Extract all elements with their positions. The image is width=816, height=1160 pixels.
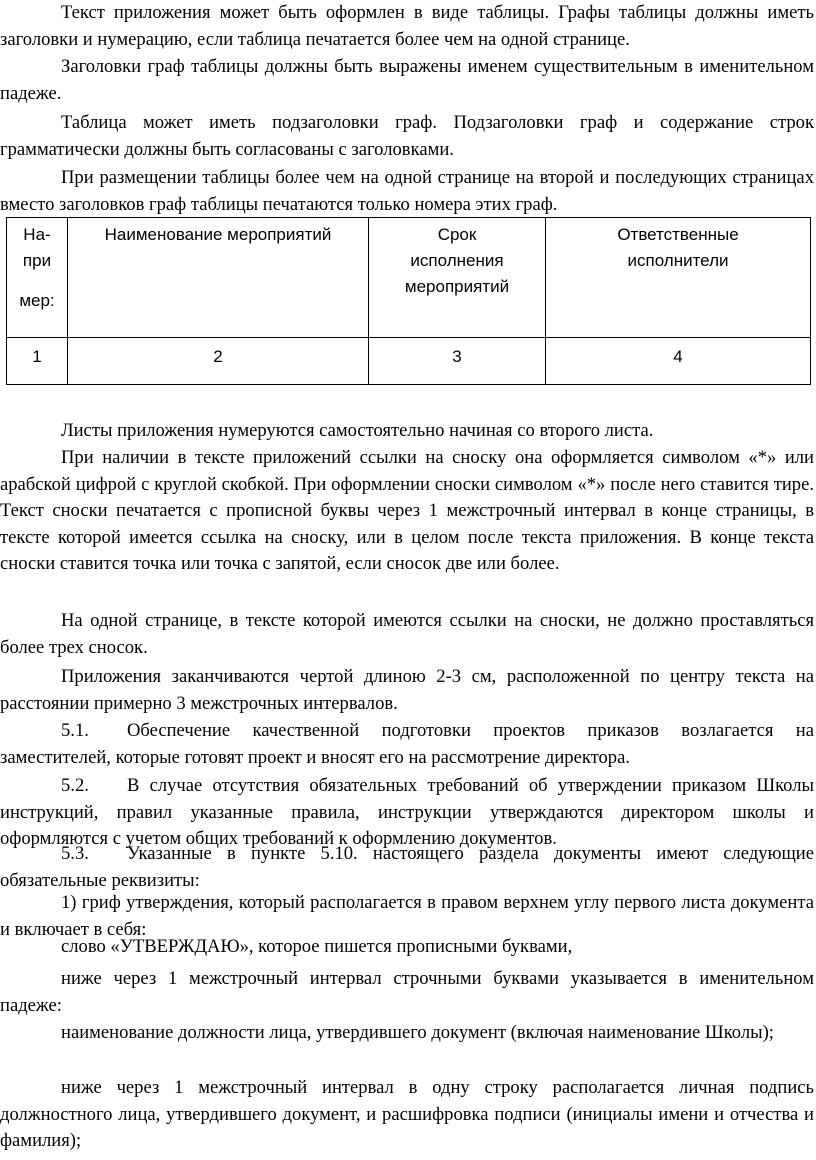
- paragraph-approval-stamp: 1) гриф утверждения, который располагается в правом верхнем углу первого листа документа и включает в себя:: [0, 892, 814, 940]
- header-example: На- при мер:: [7, 218, 68, 338]
- paragraph-signature: ниже через 1 межстрочный интервал в одну строку располагается личная подпись должностного лица, утвердившего документ, и расшифровка подписи (инициалы имени и отчества и фамилия);: [0, 1077, 814, 1152]
- paragraph-multipage-table: При размещении таблицы более чем на одной странице на второй и последующих страницах вместо заголовков граф таблицы печатаются только номера этих граф.: [0, 167, 814, 215]
- column-number: 4: [546, 338, 811, 385]
- clause-5-1: [0, 718, 814, 771]
- header-deadline: Срок исполнения мероприятий: [369, 218, 546, 338]
- header-responsible: Ответственные исполнители: [546, 218, 811, 338]
- paragraph-subheaders: Таблица может иметь подзаголовки граф. Подзаголовки граф и содержание строк грамматически должны быть согласованы с заголовками.: [0, 112, 814, 160]
- clause-text: В случае отсутствия обязательных требований об утверждении приказом Школы инструкций, правил указанные правила, инструкции утверждаются директором школы и оформляются с учетом общих требований к оформлению документов.: [0, 775, 814, 850]
- clause-text: Обеспечение качественной подготовки проектов приказов возлагается на заместителей, которые готовят проект и вносят его на рассмотрение директора.: [0, 720, 814, 768]
- table-header-row: [7, 218, 811, 338]
- paragraph-footnotes: При наличии в тексте приложений ссылки на сноску она оформляется символом «*» или арабской цифрой с круглой скобкой. При оформлении сноски символом «*» после него ставится тире. Текст сноски печатается с прописной буквы через 1 межстрочный интервал в конце страницы, в тексте которой имеется ссылка на сноску, или в целом после текста приложения. В конце текста сноски ставится точка или точка с запятой, если сносок две или более.: [0, 447, 814, 575]
- paragraph-column-headers: Заголовки граф таблицы должны быть выражены именем существительным в именительном падеже.: [0, 56, 814, 104]
- header-activities: Наименование мероприятий: [68, 218, 369, 338]
- paragraph-position-name: наименование должности лица, утвердившего документ (включая наименование Школы);: [61, 1022, 774, 1043]
- column-number: 2: [68, 338, 369, 385]
- paragraph-sheet-numbering: Листы приложения нумеруются самостоятельно начиная со второго листа.: [61, 420, 654, 441]
- column-number: 3: [369, 338, 546, 385]
- paragraph-table-format: Текст приложения может быть оформлен в виде таблицы. Графы таблицы должны иметь заголовки и нумерацию, если таблица печатается более чем на одной странице.: [0, 2, 814, 50]
- paragraph-nominative: ниже через 1 межстрочный интервал строчными буквами указывается в именительном падеже:: [0, 968, 814, 1016]
- column-number: 1: [7, 338, 68, 385]
- table-number-row: [7, 338, 811, 385]
- clause-5-3: [0, 841, 814, 894]
- clause-text: Указанные в пункте 5.10. настоящего раздела документы имеют следующие обязательные реквизиты:: [0, 843, 814, 891]
- clause-number: 5.1.: [61, 720, 89, 741]
- clause-number: 5.2.: [61, 775, 89, 796]
- paragraph-end-line: Приложения заканчиваются чертой длиною 2-3 см, расположенной по центру текста на расстоянии примерно 3 межстрочных интервалов.: [0, 666, 814, 714]
- clause-number: 5.3.: [61, 843, 89, 864]
- example-table: [6, 217, 811, 385]
- paragraph-approve-word: слово «УТВЕРЖДАЮ», которое пишется прописными буквами,: [61, 936, 573, 957]
- paragraph-footnote-limit: На одной странице, в тексте которой имеются ссылки на сноски, не должно проставляться более трех сносок.: [0, 610, 814, 658]
